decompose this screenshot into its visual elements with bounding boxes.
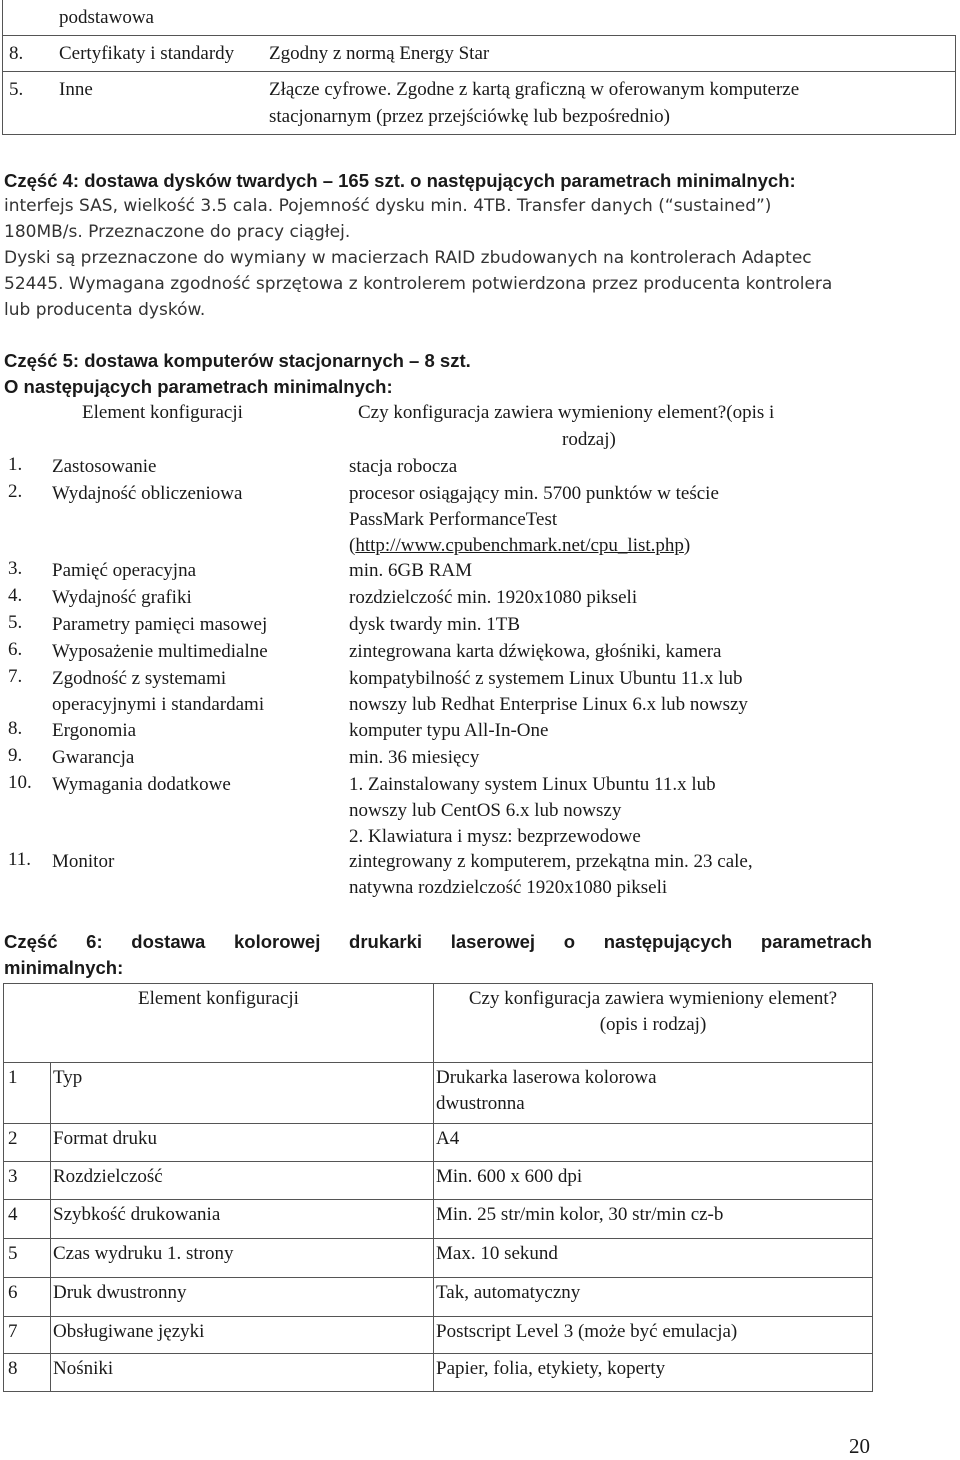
row-value: Zgodny z normą Energy Star (269, 36, 956, 72)
spec-label: Parametry pamięci masowej (52, 614, 268, 635)
spec-value: kompatybilność z systemem Linux Ubuntu 11.x lub nowszy lub Redhat Enterprise Linux 6.x lub nowszy (349, 668, 748, 715)
spec-number: 7. (8, 666, 23, 687)
spec-value: komputer typu All-In-One (349, 720, 549, 741)
spec-number: 4. (8, 585, 23, 606)
table-row (3, 72, 956, 135)
part5-col2-header-cont: rodzaj) (562, 429, 616, 450)
part6-col2-header: Czy konfiguracja zawiera wymieniony element? (opis i rodzaj) (434, 984, 873, 1063)
spec-number: 11. (8, 849, 32, 870)
row-label: Typ (51, 1063, 434, 1124)
part4-line: interfejs SAS, wielkość 3.5 cala. Pojemność dysku min. 4TB. Transfer danych (“sustained”) (4, 196, 772, 216)
spec-value: dysk twardy min. 1TB (349, 614, 520, 635)
table-row (3, 0, 956, 36)
row-label: Czas wydruku 1. strony (51, 1239, 434, 1278)
spec-label: Pamięć operacyjna (52, 560, 197, 581)
row-label: Szybkość drukowania (51, 1200, 434, 1239)
part6-heading: Część 6: dostawa kolorowej drukarki laserowej o następujących parametrach (4, 931, 872, 952)
spec-number: 2. (8, 481, 23, 502)
table-row (4, 1354, 873, 1392)
spec-value: 1. Zainstalowany system Linux Ubuntu 11.x lub nowszy lub CentOS 6.x lub nowszy 2. Klawiatura i mysz: bezprzewodowe (349, 774, 716, 847)
spec-value: min. 36 miesięcy (349, 747, 480, 768)
table-row (4, 1162, 873, 1200)
row-value: Papier, folia, etykiety, koperty (434, 1354, 873, 1392)
row-label: Nośniki (51, 1354, 434, 1392)
table-row (4, 1200, 873, 1239)
table-header-row (4, 984, 873, 1063)
row-label: Format druku (51, 1124, 434, 1162)
spec-label: Wydajność obliczeniowa (52, 483, 243, 504)
row-label: Obsługiwane języki (51, 1317, 434, 1354)
spec-value: stacja robocza (349, 456, 458, 477)
spec-number: 5. (8, 612, 23, 633)
part6-col1-header: Element konfiguracji (4, 984, 434, 1063)
row-number: 8 (4, 1354, 51, 1392)
row-value: Tak, automatyczny (434, 1278, 873, 1317)
row-value: Min. 25 str/min kolor, 30 str/min cz-b (434, 1200, 873, 1239)
table-row (3, 36, 956, 72)
row-value: Drukarka laserowa kolorowa dwustronna (434, 1063, 873, 1124)
spec-number: 9. (8, 745, 23, 766)
row-label: Certyfikaty i standardy (59, 36, 269, 72)
row-number: 7 (4, 1317, 51, 1354)
spec-number: 8. (8, 718, 23, 739)
row-value: A4 (434, 1124, 873, 1162)
spec-value: rozdzielczość min. 1920x1080 pikseli (349, 587, 638, 608)
spec-label: Zgodność z systemami operacyjnymi i standardami (52, 668, 265, 715)
spec-value: zintegrowany z komputerem, przekątna min. 23 cale, natywna rozdzielczość 1920x1080 pikseli (349, 851, 753, 898)
part4-line: Dyski są przeznaczone do wymiany w macierzach RAID zbudowanych na kontrolerach Adaptec (4, 248, 812, 268)
row-value: Min. 600 x 600 dpi (434, 1162, 873, 1200)
row-number: 2 (4, 1124, 51, 1162)
spec-label: Wymagania dodatkowe (52, 774, 231, 795)
spec-label: Zastosowanie (52, 456, 157, 477)
spec-number: 3. (8, 558, 23, 579)
part4-heading: Część 4: dostawa dysków twardych – 165 szt. o następujących parametrach minimalnych: (4, 170, 796, 191)
row-number: 5 (4, 1239, 51, 1278)
page-number: 20 (849, 1434, 870, 1458)
row-value: Złącze cyfrowe. Zgodne z kartą graficzną w oferowanym komputerze stacjonarnym (przez przejściówkę lub bezpośrednio) (269, 72, 956, 135)
part5-col1-header: Element konfiguracji (82, 402, 243, 423)
benchmark-link[interactable]: http://www.cpubenchmark.net/cpu_list.php (355, 535, 684, 556)
spec-label: Ergonomia (52, 720, 137, 741)
row-number: 8. (3, 36, 60, 72)
row-number: 3 (4, 1162, 51, 1200)
table-row (4, 1317, 873, 1354)
row-continuation-text: podstawowa (59, 7, 154, 28)
part6-spec-table (3, 983, 873, 1392)
table-row (4, 1124, 873, 1162)
table-row (4, 1063, 873, 1124)
row-number: 4 (4, 1200, 51, 1239)
part5-subheading: O następujących parametrach minimalnych: (4, 376, 393, 397)
row-label: Druk dwustronny (51, 1278, 434, 1317)
spec-label: Monitor (52, 851, 115, 872)
row-label: Inne (59, 72, 269, 135)
row-value: Max. 10 sekund (434, 1239, 873, 1278)
part5-col2-header: Czy konfiguracja zawiera wymieniony element?(opis i (358, 402, 775, 423)
part6-heading-cont: minimalnych: (4, 957, 124, 978)
part4-line: 52445. Wymagana zgodność sprzętowa z kontrolerem potwierdzona przez producenta kontrolera (4, 274, 833, 294)
spec-label: Wyposażenie multimedialne (52, 641, 268, 662)
row-number: 6 (4, 1278, 51, 1317)
spec-table-top (2, 0, 956, 135)
part5-heading: Część 5: dostawa komputerów stacjonarnych – 8 szt. (4, 350, 471, 371)
row-number: 5. (3, 72, 60, 135)
row-label: Rozdzielczość (51, 1162, 434, 1200)
row-number: 1 (4, 1063, 51, 1124)
table-row (4, 1278, 873, 1317)
table-row (4, 1239, 873, 1278)
spec-number: 1. (8, 454, 23, 475)
spec-number: 6. (8, 639, 23, 660)
part4-line: lub producenta dysków. (4, 300, 206, 320)
spec-label: Gwarancja (52, 747, 135, 768)
spec-value: min. 6GB RAM (349, 560, 472, 581)
part4-line: 180MB/s. Przeznaczone do pracy ciągłej. (4, 222, 351, 242)
spec-value: zintegrowana karta dźwiękowa, głośniki, kamera (349, 641, 722, 662)
spec-value: procesor osiągający min. 5700 punktów w teście PassMark PerformanceTest (http://www.cpubenchmark.net/cpu_list.php) (349, 483, 719, 556)
spec-number: 10. (8, 772, 32, 793)
spec-label: Wydajność grafiki (52, 587, 192, 608)
row-value: Postscript Level 3 (może być emulacja) (434, 1317, 873, 1354)
